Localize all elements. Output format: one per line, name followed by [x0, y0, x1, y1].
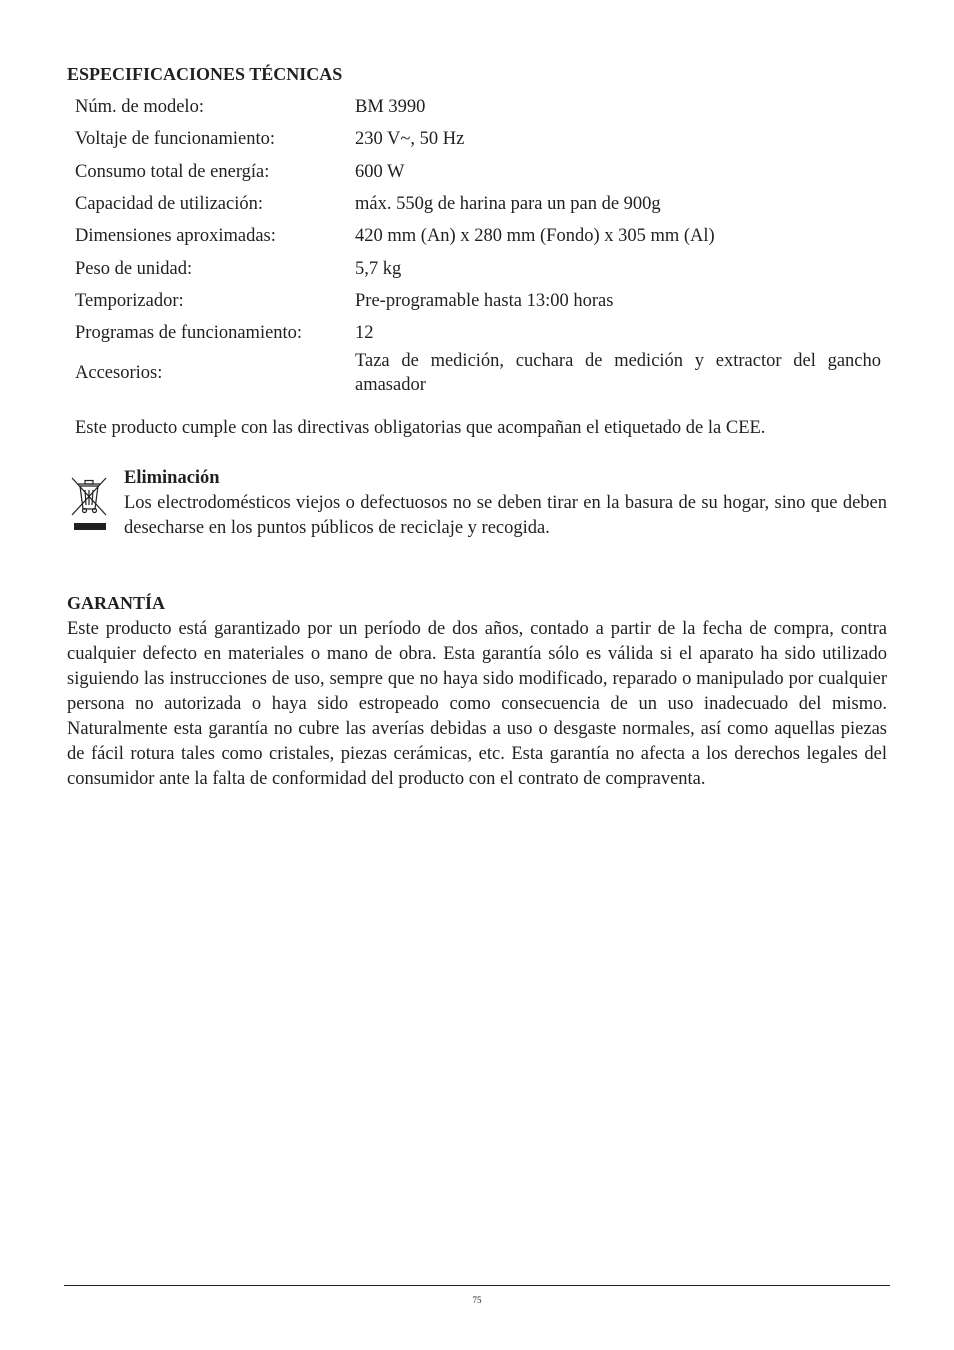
spec-label: Programas de funcionamiento:	[75, 323, 303, 344]
compliance-note: Este producto cumple con las directivas obligatorias que acompañan el etiquetado de la CEE.	[75, 418, 766, 438]
spec-value: máx. 550g de harina para un pan de 900g	[355, 194, 661, 215]
spec-value: 230 V~, 50 Hz	[355, 129, 465, 150]
spec-row-dimensions	[67, 220, 889, 252]
spec-value: Pre-programable hasta 13:00 horas	[355, 290, 614, 311]
spec-row-voltage	[67, 123, 889, 155]
spec-value: 420 mm (An) x 280 mm (Fondo) x 305 mm (Al)	[355, 226, 715, 247]
spec-label: Temporizador:	[75, 290, 184, 311]
spec-label: Consumo total de energía:	[75, 161, 270, 182]
warranty-text: Este producto está garantizado por un período de dos años, contado a partir de la fecha de compra, contra cualquier defecto en materiales o mano de obra. Esta garantía sólo es válida si el aparato ha sido utilizado siguiendo las instrucciones de uso, sempre que no haya sido modificado, reparado o manipulado por cualquier persona no autorizada o haya sido estropeado como consecuencia de un uso inadecuado del mismo. Naturalmente esta garantía no cubre las averías debidas a uso o desgaste normales, así como aquellas piezas de fácil rotura tales como cristales, piezas cerámicas, etc. Esta garantía no afecta a los derechos legales del consumidor ante la falta de conformidad del producto con el contrato de compraventa.	[67, 619, 887, 789]
page-number: 75	[472, 1295, 482, 1305]
spec-row-model	[67, 91, 889, 123]
spec-row-weight	[67, 252, 889, 284]
spec-label: Voltaje de funcionamiento:	[75, 129, 276, 150]
spec-value: 600 W	[355, 161, 405, 182]
disposal-section	[124, 466, 887, 541]
spec-value: 5,7 kg	[355, 258, 402, 279]
spec-label: Accesorios:	[75, 363, 163, 384]
spec-label: Capacidad de utilización:	[75, 194, 264, 215]
disposal-text: Los electrodomésticos viejos o defectuosos no se deben tirar en la basura de su hogar, sino que deben desecharse en los puntos públicos de reciclaje y recogida.	[124, 493, 887, 538]
spec-label: Núm. de modelo:	[75, 97, 204, 118]
disposal-title: Eliminación	[124, 468, 220, 488]
warranty-heading: GARANTÍA	[67, 593, 166, 613]
spec-label: Dimensiones aproximadas:	[75, 226, 276, 247]
specs-table	[67, 91, 889, 397]
spec-row-power	[67, 156, 889, 188]
footer-divider	[64, 1285, 890, 1286]
spec-value: BM 3990	[355, 97, 426, 118]
spec-value: 12	[355, 323, 374, 344]
weee-crossed-bin-icon	[69, 475, 109, 533]
spec-row-programs	[67, 317, 889, 349]
spec-row-timer	[67, 285, 889, 317]
spec-value: Taza de medición, cuchara de medición y extractor del gancho amasador	[355, 351, 881, 396]
spec-label: Peso de unidad:	[75, 258, 193, 279]
specs-heading: ESPECIFICACIONES TÉCNICAS	[67, 64, 343, 84]
spec-row-accessories	[67, 349, 889, 397]
spec-row-capacity	[67, 188, 889, 220]
